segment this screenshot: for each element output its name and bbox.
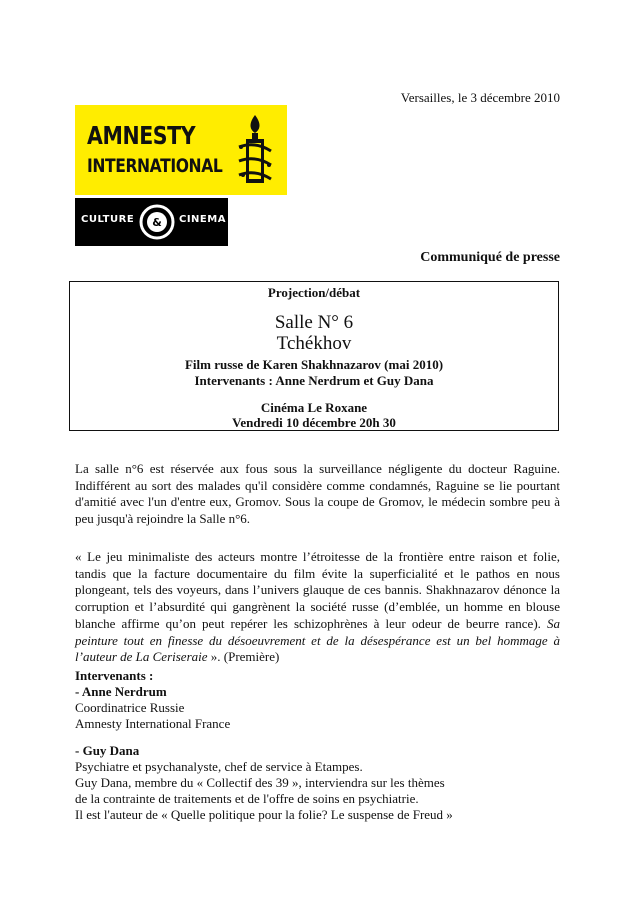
ampersand-glyph: &: [152, 216, 162, 229]
press-release-heading: Communiqué de presse: [420, 250, 560, 265]
event-date: Vendredi 10 décembre 20h 30: [232, 415, 396, 430]
event-film: Film russe de Karen Shakhnazarov (mai 2010): [184, 357, 444, 372]
review-end: ». (Première): [207, 649, 280, 665]
review-italic-text: Sa peinture tout en finesse du désoeuvrement et de la désespérance est un bel hommage à l’auteur de La Ceriseraie: [75, 615, 560, 665]
event-venue: Cinéma Le Roxane: [260, 400, 368, 415]
event-subtitle: Tchékhov: [276, 333, 352, 354]
amnesty-logo-line1: AMNESTY: [87, 121, 196, 150]
cinema-label: CINEMA: [179, 214, 226, 225]
speaker2-name: - Guy Dana: [75, 743, 140, 758]
speaker2-line4: Il est l'auteur de « Quelle politique pour la folie? Le suspense de Freud »: [75, 807, 453, 822]
culture-cinema-logo: [75, 198, 228, 246]
candle-barbed-wire-icon: [235, 113, 275, 189]
event-title: Salle N° 6: [274, 312, 354, 333]
speaker1-name: - Anne Nerdrum: [75, 684, 167, 699]
amnesty-logo: [75, 105, 287, 195]
event-box: [69, 281, 559, 431]
speaker1-role: Coordinatrice Russie: [75, 700, 185, 715]
amnesty-logo-line2: INTERNATIONAL: [87, 155, 223, 177]
speakers-heading: Intervenants :: [75, 668, 154, 683]
speaker2-line2: Guy Dana, membre du « Collectif des 39 », interviendra sur les thèmes: [75, 775, 445, 790]
speaker1-org: Amnesty International France: [75, 716, 231, 731]
ampersand-emblem-icon: [138, 203, 176, 241]
speaker2-line3: de la contrainte de traitements et de l'offre de soins en psychiatrie.: [75, 791, 419, 806]
review-text: « Le jeu minimaliste des acteurs montre l’étroitesse de la frontière entre raison et folie, tandis que la facture documentaire du film évite la superficialité et le pathos en nous plongeant, tels des voyeurs, dans l’univers glauque de ces bannis. Shakhnazarov dénonce la corruption et l’absurdité qui gangrènent la société russe (d’emblée, un homme en blouse blanche affirme qu’on peut repérer les schizophrènes à leur odeur de beurre rance).: [75, 549, 560, 631]
event-label: Projection/débat: [267, 285, 361, 300]
speaker2-line1: Psychiatre et psychanalyste, chef de service à Etampes.: [75, 759, 363, 774]
synopsis-paragraph: La salle n°6 est réservée aux fous sous la surveillance négligente du docteur Raguine. Indifférent au sort des malades qu'il considère comme condamnés, Raguine se lie pourtant d'amitié avec l'un d'entre eux, Gromov. Sous la coupe de Gromov, le médecin sombre peu à peu jusqu'à rejoindre la Salle n°6.: [75, 461, 560, 527]
culture-label: CULTURE: [81, 214, 135, 225]
dateline: Versailles, le 3 décembre 2010: [400, 90, 560, 105]
review-paragraph: [75, 549, 560, 666]
event-speakers: Intervenants : Anne Nerdrum et Guy Dana: [194, 373, 434, 388]
